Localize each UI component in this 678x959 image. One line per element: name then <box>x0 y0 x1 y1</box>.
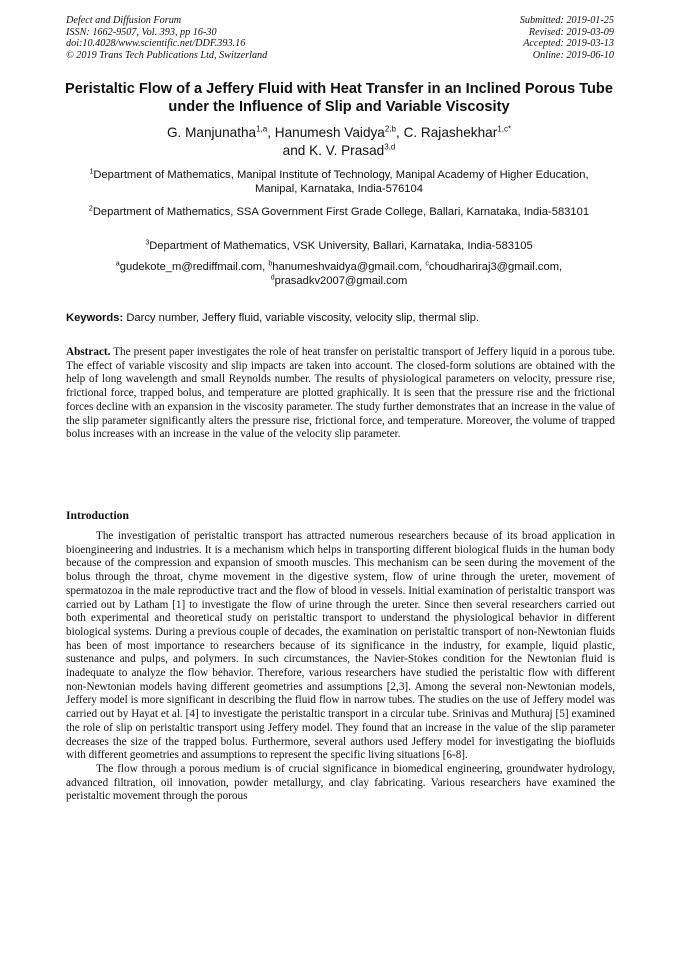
email-address[interactable]: hanumeshvaidya@gmail.com <box>272 261 420 273</box>
keywords-label: Keywords: <box>66 312 124 324</box>
author-sup: 1,c* <box>497 124 512 134</box>
author-name: C. Rajashekhar <box>403 125 498 140</box>
abstract <box>66 346 615 442</box>
affiliation-text: Department of Mathematics, VSK University, Ballari, Karnataka, India-583105 <box>149 240 533 252</box>
email-address[interactable]: prasadkv2007@gmail.com <box>274 275 408 287</box>
affiliation <box>75 168 603 196</box>
email-sup: a <box>115 260 120 268</box>
author-list <box>60 124 618 160</box>
submission-dates <box>520 15 614 62</box>
author-sup: 2,b <box>384 124 396 134</box>
author-separator: and <box>282 143 310 158</box>
email-sup: c <box>425 260 429 268</box>
email-list: $^a$gudekote_m@rediffmail.com, $^b$hanumeshvaidya@gmail.com, $^c$choudhariraj3@gmail.com, $^d$prasadkv2007@gmail.com <box>115 260 563 287</box>
affiliation-sup: 3 <box>145 239 150 247</box>
keywords-text: Darcy number, Jeffery fluid, variable viscosity, velocity slip, thermal slip. <box>126 312 480 324</box>
author-sup: 1,a <box>256 124 268 134</box>
author-separator: , <box>396 125 404 140</box>
affiliation <box>75 205 603 219</box>
author-separator: , <box>267 125 275 140</box>
introduction-body <box>66 530 615 804</box>
affiliation <box>75 239 603 253</box>
affiliation-text: Department of Mathematics, Manipal Institute of Technology, Manipal Academy of Higher Education, Manipal, Karnataka, India-576104 <box>93 169 589 195</box>
author-name: Hanumesh Vaidya <box>274 125 385 140</box>
author-sup: 3,d <box>384 142 396 152</box>
affiliation-sup: 2 <box>88 205 93 213</box>
paper-title: Peristaltic Flow of a Jeffery Fluid with Heat Transfer in an Inclined Porous Tube under the Influence of Slip and Variable Viscosity <box>65 81 613 115</box>
abstract-label: Abstract. <box>66 346 111 358</box>
email-address[interactable]: gudekote_m@rediffmail.com <box>119 261 263 273</box>
journal-doi: doi:10.4028/www.scientific.net/DDF.393.16 <box>66 38 246 50</box>
journal-name: Defect and Diffusion Forum <box>66 15 182 26</box>
author-name: K. V. Prasad <box>309 143 385 158</box>
journal-copyright: © 2019 Trans Tech Publications Ltd, Switzerland <box>66 50 268 62</box>
online-date: Online: 2019-06-10 <box>532 50 614 62</box>
paragraph: The flow through a porous medium is of crucial significance in biomedical engineering, groundwater hydrology, advanced filtration, oil innovation, powder metallurgy, and clay fabricating. Various researchers have examined the peristaltic movement through the porous <box>66 762 615 803</box>
keywords <box>66 311 616 325</box>
email-sup: b <box>268 260 273 268</box>
journal-issn: ISSN: 1662-9507, Vol. 393, pp 16-30 <box>66 26 217 38</box>
affiliation-sup: 1 <box>89 168 94 176</box>
abstract-text: The present paper investigates the role of heat transfer on peristaltic transport of Jeffery liquid in a porous tube. The effect of variable viscosity and slip impacts are taken into account. The closed-form solutions are obtained with the help of long wavelength and small Reynolds number. The results of physiological parameters on velocity, pressure rise, frictional force, trapped bolus, and temperature are plotted graphically. It is seen that the pressure rise and the frictional forces decline with an expansion in the viscosity parameter. The study further demonstrates that an increase in the value of the slip parameter significantly alters the pressure rise, frictional force, and temperature. Moreover, the volume of trapped bolus increases with an increase in the value of the velocity slip parameter. <box>66 346 615 441</box>
email-address[interactable]: choudhariraj3@gmail.com <box>428 261 560 273</box>
affiliation-text: Department of Mathematics, SSA Government First Grade College, Ballari, Karnataka, India-583101 <box>92 206 590 218</box>
submitted-date: Submitted: 2019-01-25 <box>519 15 614 26</box>
accepted-date: Accepted: 2019-03-13 <box>523 38 614 50</box>
author-name: G. Manjunatha <box>166 125 257 140</box>
journal-info <box>66 15 267 62</box>
revised-date: Revised: 2019-03-09 <box>528 26 614 38</box>
section-heading: Introduction <box>66 509 129 522</box>
email-sup: d <box>270 274 275 282</box>
paragraph: The investigation of peristaltic transport has attracted numerous researchers because of its broad application in bioengineering and industries. It is a mechanism which helps in transporting different biological fluids in the human body because of the compression and expansion of smooth muscles. This mechanism can be seen during the movement of the bolus through the throat, chyme movement in the digestive system, flow of urine through the ureter, movement of spermatozoa in the male reproductive tract and the flow of blood in vessels. Initial examination of peristaltic transport was carried out by Latham [1] to investigate the flow of urine through the ureter. Since then several researchers carried out both experimental and theoretical study on peristaltic transport to understand the physiological behavior in different biological systems. During a previous couple of decades, the examination on peristaltic transport of non-Newtonian fluids has been of most importance to researchers because of its significance in the industry, for example, liquid plastic, sustenance and pulps, and polymers. In such circumstances, the Navier-Stokes condition for the Newtonian fluid is inadequate to analyze the flow behavior. Therefore, various researchers have studied the peristaltic flow with different non-Newtonian models having different geometries and assumptions [2,3]. Among the several non-Newtonian models, Jeffery model is more significant in describing the fluid flow in narrow tubes. The studies on the use of Jeffery model was carried out by Hayat et al. [4] to investigate the peristaltic transport in a circular tube. Srinivas and Muthuraj [5] examined the role of slip on peristaltic transport using Jeffery model. They found that an increase in the value of the slip parameter decreases the size of the trapped bolus. Furthermore, several authors used Jeffery model for investigating the biofluids with different geometries and assumptions to represent the specific living situations [6-8]. <box>66 530 615 762</box>
